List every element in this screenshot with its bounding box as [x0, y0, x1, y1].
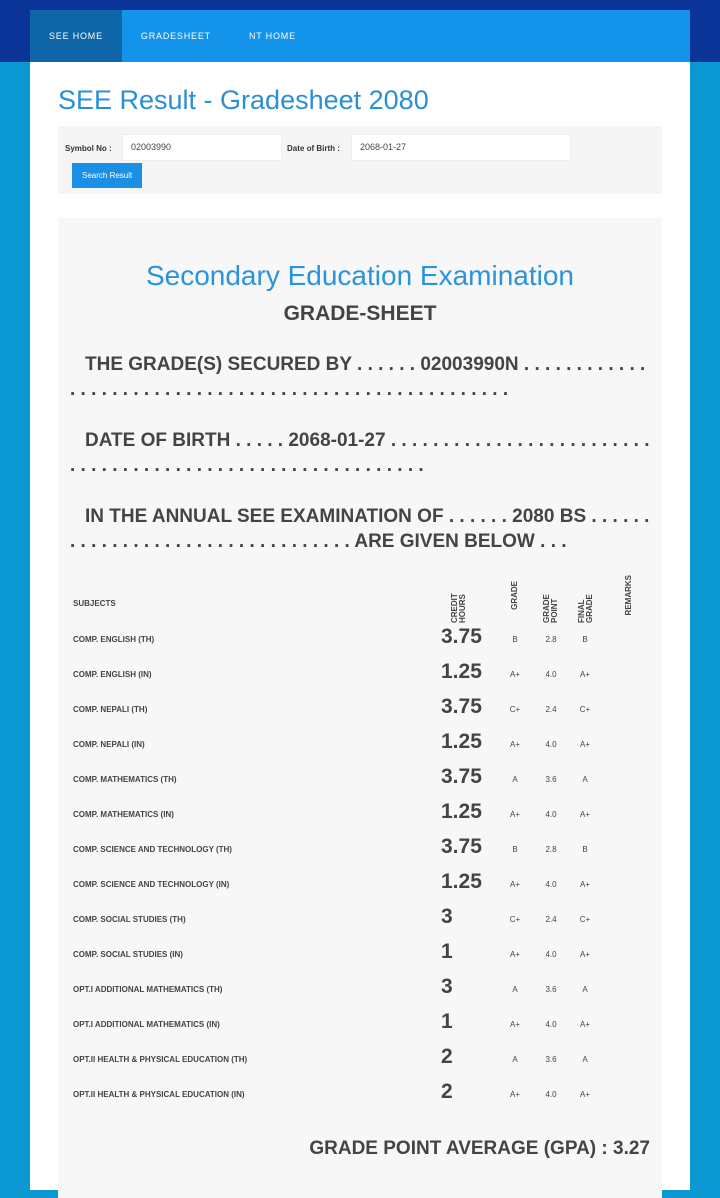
- final-grade: A+: [579, 950, 590, 959]
- grade-point: 2.4: [545, 915, 557, 924]
- symbol-input[interactable]: 02003990: [122, 134, 282, 161]
- page-container: [30, 10, 690, 1190]
- subject-name: COMP. SOCIAL STUDIES (TH): [73, 915, 186, 924]
- grade-point: 3.6: [545, 985, 557, 994]
- final-grade: A: [582, 985, 588, 994]
- header-credit-hours: CREDIT HOURS: [450, 593, 467, 623]
- header-remarks: REMARKS: [624, 575, 633, 616]
- credit-hours: 3.75: [441, 625, 482, 648]
- credit-hours: 3.75: [441, 835, 482, 858]
- header-grade-point: GRADE POINT: [542, 594, 559, 623]
- grade: A+: [509, 880, 520, 889]
- credit-hours: 1.25: [441, 730, 482, 753]
- subject-name: OPT.II HEALTH & PHYSICAL EDUCATION (IN): [73, 1090, 245, 1099]
- grade-point: 2.8: [545, 845, 557, 854]
- table-row: [73, 763, 653, 798]
- subject-name: COMP. SCIENCE AND TECHNOLOGY (IN): [73, 880, 230, 889]
- grade: A+: [509, 950, 520, 959]
- table-row: [73, 1043, 653, 1078]
- table-header: [73, 573, 653, 623]
- grade: C+: [509, 705, 521, 714]
- table-row: [73, 693, 653, 728]
- credit-hours: 1.25: [441, 800, 482, 823]
- final-grade: A+: [579, 740, 590, 749]
- subject-name: OPT.I ADDITIONAL MATHEMATICS (TH): [73, 985, 223, 994]
- header-subjects: SUBJECTS: [73, 599, 116, 608]
- dob-label: Date of Birth :: [287, 144, 340, 153]
- grade-point: 3.6: [545, 1055, 557, 1064]
- subject-name: COMP. NEPALI (IN): [73, 740, 145, 749]
- secured-by-line: THE GRADE(S) SECURED BY . . . . . . 02003990N . . . . . . . . . . . . . . . . . . . . . . . . . . . . . . . . . . . . . . . . . . . . . . . . . . . . . .: [70, 354, 646, 400]
- grade-point: 4.0: [545, 810, 557, 819]
- grade: C+: [509, 915, 521, 924]
- subject-name: COMP. MATHEMATICS (IN): [73, 810, 174, 819]
- final-grade: C+: [579, 915, 591, 924]
- search-result-button[interactable]: Search Result: [72, 163, 142, 188]
- gpa: GRADE POINT AVERAGE (GPA) : 3.27: [309, 1138, 650, 1159]
- table-row: [73, 1078, 653, 1113]
- grade: B: [512, 635, 518, 644]
- grade: A+: [509, 1090, 520, 1099]
- final-grade: A+: [579, 1090, 590, 1099]
- subject-name: COMP. ENGLISH (IN): [73, 670, 152, 679]
- final-grade: C+: [579, 705, 591, 714]
- credit-hours: 2: [441, 1045, 453, 1068]
- grade-point: 4.0: [545, 950, 557, 959]
- final-grade: A+: [579, 1020, 590, 1029]
- grade-point: 4.0: [545, 670, 557, 679]
- credit-hours: 3.75: [441, 695, 482, 718]
- subject-name: COMP. SOCIAL STUDIES (IN): [73, 950, 183, 959]
- grade-point: 2.4: [545, 705, 557, 714]
- subject-name: COMP. ENGLISH (TH): [73, 635, 155, 644]
- credit-hours: 3: [441, 975, 453, 998]
- subject-name: COMP. SCIENCE AND TECHNOLOGY (TH): [73, 845, 232, 854]
- gradesheet-heading: GRADE-SHEET: [283, 302, 437, 325]
- credit-hours: 1.25: [441, 870, 482, 893]
- final-grade: B: [582, 845, 588, 854]
- grade-point: 3.6: [545, 775, 557, 784]
- grade: A+: [509, 670, 520, 679]
- grade-point: 2.8: [545, 635, 557, 644]
- gradesheet: [58, 218, 662, 1198]
- page-title: SEE Result - Gradesheet 2080: [58, 85, 429, 115]
- credit-hours: 1: [441, 940, 453, 963]
- nav-gradesheet[interactable]: GRADESHEET: [140, 31, 211, 41]
- final-grade: A+: [579, 880, 590, 889]
- credit-hours: 1: [441, 1010, 453, 1033]
- subject-name: OPT.I ADDITIONAL MATHEMATICS (IN): [73, 1020, 220, 1029]
- credit-hours: 3: [441, 905, 453, 928]
- grade: A: [512, 775, 518, 784]
- subject-name: COMP. NEPALI (TH): [73, 705, 148, 714]
- credit-hours: 2: [441, 1080, 453, 1103]
- exam-line: IN THE ANNUAL SEE EXAMINATION OF . . . . . . 2080 BS . . . . . . . . . . . . . . . . . . . . . . . . . . . . . . . . . ARE GIVEN BELOW . . .: [70, 506, 650, 552]
- final-grade: A: [582, 1055, 588, 1064]
- navbar: [30, 10, 690, 62]
- grade: A+: [509, 740, 520, 749]
- credit-hours: 3.75: [441, 765, 482, 788]
- grade: A: [512, 1055, 518, 1064]
- grade: A+: [509, 1020, 520, 1029]
- grade-point: 4.0: [545, 880, 557, 889]
- final-grade: A: [582, 775, 588, 784]
- symbol-label: Symbol No :: [65, 144, 112, 153]
- nav-see-home[interactable]: SEE HOME: [30, 10, 122, 62]
- table-row: [73, 868, 653, 903]
- table-row: [73, 798, 653, 833]
- subject-name: COMP. MATHEMATICS (TH): [73, 775, 177, 784]
- final-grade: A+: [579, 670, 590, 679]
- subject-name: OPT.II HEALTH & PHYSICAL EDUCATION (TH): [73, 1055, 248, 1064]
- final-grade: A+: [579, 810, 590, 819]
- grade-point: 4.0: [545, 740, 557, 749]
- table-row: [73, 728, 653, 763]
- header-final-grade: FINAL GRADE: [577, 594, 594, 623]
- grade-point: 4.0: [545, 1020, 557, 1029]
- dob-input[interactable]: 2068-01-27: [351, 134, 571, 161]
- table-row: [73, 623, 653, 658]
- header-grade: GRADE: [510, 581, 519, 610]
- dob-line: DATE OF BIRTH . . . . . 2068-01-27 . . . . . . . . . . . . . . . . . . . . . . . . . . . . . . . . . . . . . . . . . . . . . . . . . . . . . . . . . . .: [70, 430, 650, 476]
- final-grade: B: [582, 635, 588, 644]
- nav-nt-home[interactable]: NT HOME: [248, 31, 296, 41]
- table-row: [73, 938, 653, 973]
- table-row: [73, 973, 653, 1008]
- exam-heading: Secondary Education Examination: [145, 260, 575, 291]
- grade: A+: [509, 810, 520, 819]
- grade: A: [512, 985, 518, 994]
- search-form: [58, 126, 662, 194]
- grades-table: [73, 573, 653, 1113]
- table-row: [73, 833, 653, 868]
- table-row: [73, 903, 653, 938]
- grade-point: 4.0: [545, 1090, 557, 1099]
- table-row: [73, 658, 653, 693]
- grade: B: [512, 845, 518, 854]
- table-row: [73, 1008, 653, 1043]
- credit-hours: 1.25: [441, 660, 482, 683]
